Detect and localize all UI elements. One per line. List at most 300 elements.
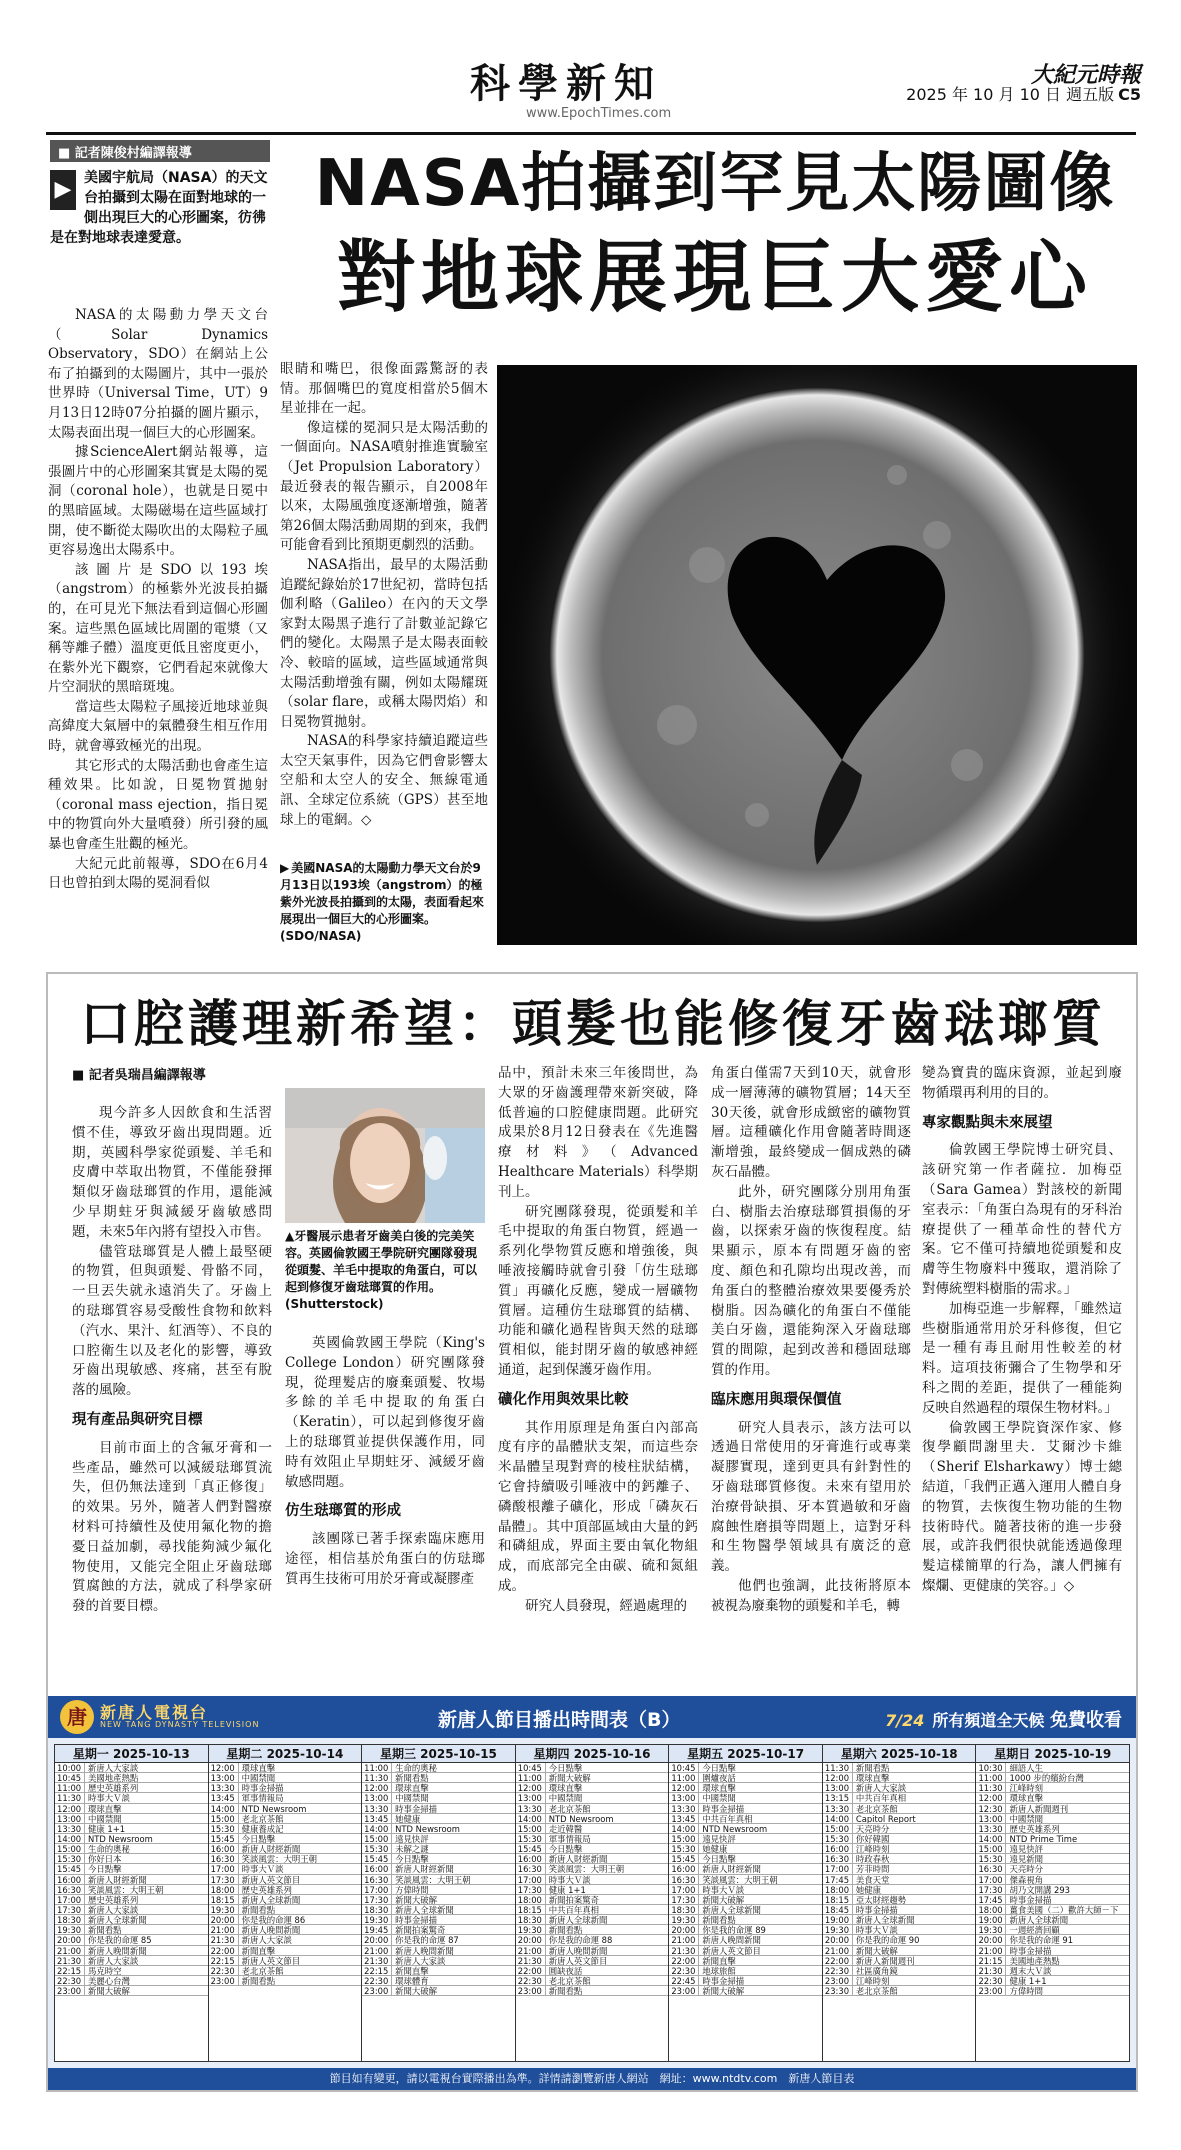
- tv-program-name: 新唐人晚間新聞: [88, 1945, 147, 1955]
- tv-program-name: 新唐人晚間新聞: [395, 1945, 454, 1955]
- paragraph: 英國倫敦國王學院（King's College London）研究團隊發現，從理髮店的廢棄頭髮、牧場多餘的羊毛中提取的角蛋白（Keratin），可以起到修復牙齒上的琺瑯質並提供保護作用，同時有效阻止早期蛀牙、減緩牙齒敏感問題。: [285, 1335, 485, 1490]
- tv-program-time: 19:45: [362, 1925, 392, 1934]
- tv-program-name: 你是我的命運 91: [1009, 1935, 1074, 1945]
- tv-promo: [885, 1706, 1122, 1732]
- tv-program-row: [516, 1905, 669, 1915]
- tv-program-name: 歷史英雄系列: [1009, 1823, 1060, 1833]
- paragraph: 研究人員表示，該方法可以透過日常使用的牙膏進行或專業凝膠實現，達到更具有針對性的牙齒琺瑯質修復。未來有望用於治療骨缺損、牙本質過敏和牙齒腐蝕性磨損等問題上，這對牙科和生物醫學領域具有廣泛的意義。: [711, 1419, 911, 1575]
- tv-program-time: 10:00: [55, 1763, 85, 1772]
- tv-program-row: [669, 1966, 822, 1976]
- paragraph: 像這樣的冕洞只是太陽活動的一個面向。NASA噴射推進實驗室（Jet Propulsion Laboratory）最近發表的報告顯示，自2008年以來，太陽風強度逐漸增強，隨著第26個太陽活動周期的到來，我們可能會看到比預期更劇烈的活動。: [280, 419, 488, 554]
- tv-program-name: NTD Newsroom: [702, 1823, 768, 1833]
- tv-program-time: 14:00: [823, 1814, 853, 1823]
- paper-name: 大紀元時報: [1030, 62, 1141, 88]
- tv-program-name: 今日點擊: [88, 1864, 122, 1874]
- tv-program-row: [516, 1935, 669, 1945]
- tv-program-time: 22:45: [669, 1976, 699, 1985]
- tv-program-name: 新聞看點: [548, 1986, 583, 1996]
- promo-text: 所有頻道全天候: [932, 1711, 1045, 1730]
- tv-program-row: [669, 1763, 822, 1773]
- tv-program-row: [55, 1814, 208, 1824]
- tv-program-time: 23:00: [55, 1986, 85, 1995]
- tv-program-row: [669, 1895, 822, 1905]
- tv-program-time: 22:00: [209, 1946, 239, 1955]
- tv-program-time: 16:00: [823, 1844, 853, 1853]
- tv-program-name: NTD Newsroom: [88, 1833, 153, 1844]
- tv-program-row: [516, 1966, 669, 1976]
- tv-program-time: 18:15: [516, 1905, 546, 1914]
- tv-program-name: 新唐人全球新聞: [548, 1915, 608, 1925]
- tv-program-name: 新唐人財經新聞: [395, 1864, 454, 1874]
- tv-program-name: 今日點擊: [241, 1833, 276, 1844]
- tv-program-name: 新聞大破解: [855, 1945, 898, 1955]
- tv-program-time: 16:30: [516, 1864, 546, 1873]
- tv-program-row: [976, 1854, 1129, 1864]
- tv-program-row: [362, 1905, 515, 1915]
- tv-program-time: 17:00: [976, 1875, 1006, 1884]
- tv-program-time: 19:30: [669, 1915, 699, 1924]
- paragraph: 眼睛和嘴巴，很像面露驚訝的表情。那個嘴巴的寬度相當於5個木星並排在一起。: [280, 361, 488, 417]
- tv-schedule-grid: [54, 1744, 1130, 2062]
- tv-program-row: [823, 1986, 976, 1996]
- tv-program-name: 新聞大破解: [702, 1894, 745, 1904]
- tv-program-time: 15:45: [55, 1864, 85, 1873]
- tv-program-time: 19:00: [823, 1915, 853, 1924]
- tv-program-name: 新唐人全球新聞: [855, 1915, 915, 1925]
- tv-program-name: 胡乃文開講 293: [1009, 1884, 1070, 1894]
- tv-program-row: [209, 1925, 362, 1935]
- tv-program-time: 14:00: [209, 1804, 239, 1813]
- tv-program-row: [209, 1976, 362, 1986]
- tv-program-name: 新聞看點: [241, 1904, 276, 1915]
- tv-program-time: 18:30: [55, 1915, 85, 1924]
- tv-program-row: [976, 1875, 1129, 1885]
- tv-program-row: [823, 1773, 976, 1783]
- tv-program-name: Capitol Report: [855, 1813, 916, 1823]
- tv-program-time: 18:15: [823, 1895, 853, 1904]
- tv-program-name: 新唐人全球新聞: [1009, 1915, 1069, 1925]
- tv-program-time: 16:00: [209, 1844, 239, 1853]
- tv-program-row: [823, 1925, 976, 1935]
- tv-program-time: 19:30: [976, 1925, 1006, 1934]
- tv-program-time: 18:00: [209, 1885, 239, 1894]
- tv-program-row: [823, 1814, 976, 1824]
- tv-program-row: [823, 1976, 976, 1986]
- tv-program-time: 13:15: [823, 1793, 853, 1802]
- tv-day-column: [362, 1745, 516, 2061]
- tv-program-name: 新唐人大家談: [88, 1763, 139, 1773]
- page-number: C5: [1118, 85, 1141, 104]
- tv-program-row: [976, 1986, 1129, 1996]
- tv-program-time: 19:00: [976, 1915, 1006, 1924]
- article1-column-2: [280, 360, 488, 840]
- tv-program-row: [55, 1915, 208, 1925]
- tv-program-row: [209, 1966, 362, 1976]
- tv-program-time: 23:00: [976, 1986, 1006, 1995]
- tv-program-row: [669, 1844, 822, 1854]
- tv-program-name: 時事金掃描: [241, 1783, 284, 1793]
- tv-program-row: [55, 1844, 208, 1854]
- tv-program-row: [362, 1976, 515, 1986]
- tv-day-header: 星期二 2025-10-14: [209, 1745, 362, 1763]
- tv-program-time: 15:00: [55, 1844, 85, 1853]
- tv-program-time: 11:00: [362, 1763, 392, 1772]
- tv-program-row: [669, 1956, 822, 1966]
- tv-program-row: [976, 1814, 1129, 1824]
- tv-program-row: [976, 1966, 1129, 1976]
- tv-program-name: 方偉時間: [395, 1884, 429, 1894]
- tv-program-time: 13:00: [976, 1814, 1006, 1823]
- tv-program-name: 美麗心台灣: [88, 1975, 130, 1986]
- tv-program-time: 17:00: [516, 1875, 546, 1884]
- tv-program-name: 生命的奧秘: [88, 1844, 130, 1854]
- tv-program-row: [823, 1834, 976, 1844]
- tv-program-time: 11:00: [669, 1773, 699, 1782]
- tv-program-row: [669, 1875, 822, 1885]
- tv-program-row: [362, 1946, 515, 1956]
- tv-program-name: 新聞大破解: [702, 1986, 745, 1996]
- tv-program-time: 19:30: [55, 1925, 85, 1934]
- tv-program-name: 傑森視角: [1009, 1874, 1043, 1884]
- tv-program-name: 今日點擊: [395, 1854, 429, 1864]
- tv-program-row: [823, 1783, 976, 1793]
- tv-program-time: 13:45: [669, 1814, 699, 1823]
- tv-program-row: [516, 1783, 669, 1793]
- tv-program-name: 時事大Ｖ談: [702, 1884, 745, 1894]
- tv-program-name: 未解之謎: [395, 1844, 429, 1854]
- tv-program-time: 12:00: [362, 1783, 392, 1792]
- tv-program-time: 18:45: [823, 1905, 853, 1914]
- tv-program-row: [55, 1875, 208, 1885]
- tv-program-name: 芳菲時間: [855, 1864, 890, 1874]
- tv-program-time: 13:00: [516, 1793, 546, 1802]
- tv-program-name: 新聞看點: [548, 1925, 583, 1935]
- tv-program-name: 新唐人大家談: [395, 1955, 446, 1965]
- tv-program-row: [362, 1986, 515, 1996]
- tv-day-column: [823, 1745, 977, 2061]
- tv-program-row: [516, 1875, 669, 1885]
- tv-program-time: 16:30: [209, 1854, 239, 1863]
- tv-program-row: [823, 1875, 976, 1885]
- tv-program-name: 健康養成記: [241, 1823, 284, 1833]
- paragraph: 變為寶貴的臨床資源，並起到廢物循環再利用的目的。: [922, 1065, 1122, 1101]
- tv-program-name: 細語人生: [1009, 1763, 1043, 1773]
- tv-program-name: 時事大Ｖ談: [548, 1874, 591, 1884]
- tv-program-row: [209, 1864, 362, 1874]
- tv-program-name: 健康 1+1: [88, 1823, 126, 1833]
- tv-schedule-header: [48, 1696, 1136, 1738]
- tv-program-row: [669, 1793, 822, 1803]
- tv-program-row: [362, 1895, 515, 1905]
- tv-program-time: 11:30: [55, 1793, 85, 1802]
- tv-program-time: 21:00: [209, 1925, 239, 1934]
- tv-program-row: [362, 1966, 515, 1976]
- tv-program-row: [55, 1773, 208, 1783]
- tv-program-time: 16:00: [516, 1854, 546, 1863]
- tv-program-row: [362, 1925, 515, 1935]
- tv-program-time: 15:30: [669, 1844, 699, 1853]
- tv-program-time: 23:00: [669, 1986, 699, 1995]
- tv-program-name: 軍事情報局: [241, 1793, 284, 1803]
- tv-program-row: [55, 1824, 208, 1834]
- tv-program-time: 15:30: [823, 1834, 853, 1843]
- subheading: 仿生琺瑯質的形成: [285, 1503, 401, 1520]
- tv-program-row: [55, 1976, 208, 1986]
- tv-program-time: 23:00: [209, 1976, 239, 1985]
- tv-program-name: 時事金掃描: [855, 1904, 898, 1915]
- tv-program-name: 新聞看點: [855, 1763, 890, 1773]
- tv-program-name: 時事金掃描: [1009, 1945, 1052, 1955]
- tv-program-name: 生命的奧秘: [395, 1763, 438, 1773]
- article2-column-2: [285, 1334, 485, 1674]
- tv-program-name: 天亮時分: [1009, 1864, 1043, 1874]
- tv-program-row: [55, 1793, 208, 1803]
- tv-program-row: [209, 1844, 362, 1854]
- tv-program-row: [209, 1793, 362, 1803]
- tv-program-row: [362, 1854, 515, 1864]
- tv-program-time: 22:00: [516, 1966, 546, 1975]
- page-header: [0, 0, 1181, 130]
- tv-program-row: [362, 1935, 515, 1945]
- paragraph: 儘管琺瑯質是人體上最堅硬的物質，但與頭髮、骨骼不同，一旦丟失就永遠消失了。牙齒上的琺瑯質容易受酸性食物和飲料（汽水、果汁、紅酒等）、不良的口腔衛生以及老化的影響，導致牙齒出現敏感、疼痛，甚至有脫落的風險。: [72, 1243, 272, 1399]
- tv-day-column: [976, 1745, 1129, 2061]
- tv-program-name: 美國地產熱點: [1009, 1955, 1060, 1965]
- tv-program-time: 16:30: [362, 1875, 392, 1884]
- tv-program-time: 13:00: [55, 1814, 85, 1823]
- tv-program-time: 16:00: [669, 1864, 699, 1873]
- tv-program-row: [362, 1875, 515, 1885]
- tv-program-name: 江峰時刻: [855, 1844, 890, 1854]
- tv-program-row: [209, 1895, 362, 1905]
- tv-program-time: 21:00: [55, 1946, 85, 1955]
- tv-schedule: [48, 1696, 1136, 2090]
- tv-program-row: [516, 1793, 669, 1803]
- tv-program-name: 遠見快評: [702, 1833, 736, 1844]
- tv-program-name: 新唐人晚間新聞: [548, 1945, 608, 1955]
- tv-program-name: 江峰時刻: [1009, 1783, 1043, 1793]
- tv-program-time: 15:30: [516, 1834, 546, 1843]
- tv-program-name: 馬克時空: [88, 1965, 122, 1975]
- tv-program-name: 老北京茶館: [548, 1803, 591, 1813]
- tv-program-name: 新唐人全球新聞: [88, 1915, 147, 1925]
- tv-program-name: 環球直擊: [88, 1803, 122, 1813]
- tv-program-name: 她健康: [395, 1813, 421, 1823]
- tv-program-time: 20:00: [362, 1935, 392, 1944]
- tv-program-name: 新聞直擊: [241, 1945, 276, 1955]
- tv-program-row: [209, 1885, 362, 1895]
- tv-program-row: [516, 1885, 669, 1895]
- date-line: [906, 82, 1141, 105]
- tv-program-row: [976, 1885, 1129, 1895]
- tv-day-column: [516, 1745, 670, 2061]
- promo-date: 7/24: [885, 1711, 925, 1730]
- tv-program-row: [823, 1885, 976, 1895]
- promo-free: 免費收看: [1050, 1710, 1122, 1731]
- tv-program-name: 環球直擊: [241, 1763, 276, 1773]
- tv-program-time: 12:00: [209, 1763, 239, 1772]
- tv-program-time: 21:00: [976, 1946, 1006, 1955]
- tv-program-name: 新唐人英文節目: [241, 1955, 301, 1965]
- tv-program-time: 12:00: [516, 1783, 546, 1792]
- tv-program-time: 15:00: [976, 1844, 1006, 1853]
- tv-program-time: 13:45: [362, 1814, 392, 1823]
- tv-program-name: 新唐人財經新聞: [702, 1864, 761, 1874]
- paragraph: 大紀元此前報導，SDO在6月4日也曾拍到太陽的冕洞看似: [48, 855, 268, 892]
- article1-headline-line1: NASA拍攝到罕見太陽圖像: [314, 147, 1116, 221]
- tv-program-name: 新聞直擊: [395, 1965, 429, 1975]
- tv-program-name: 今日點擊: [548, 1763, 583, 1773]
- tv-program-row: [209, 1804, 362, 1814]
- tv-program-time: 15:45: [669, 1854, 699, 1863]
- tv-program-name: NTD Newsroom: [395, 1823, 460, 1833]
- sun-caption-text: 美國NASA的太陽動力學天文台於9月13日以193埃（angstrom）的極紫外光波長拍攝到的太陽，表面看起來展現出一個巨大的心形圖案。(SDO/NASA): [280, 861, 485, 943]
- tv-program-time: 19:30: [209, 1905, 239, 1914]
- tv-program-row: [209, 1783, 362, 1793]
- tv-program-row: [823, 1895, 976, 1905]
- tv-program-time: 20:00: [209, 1915, 239, 1924]
- tv-program-name: 新唐人財經新聞: [241, 1844, 301, 1854]
- tv-program-name: NTD Newsroom: [241, 1803, 307, 1813]
- tv-program-row: [362, 1915, 515, 1925]
- paragraph: 當這些太陽粒子風接近地球並與高緯度大氣層中的氣體發生相互作用時，就會導致極光的出現。: [48, 698, 268, 755]
- paragraph: 他們也強調，此技術將原本被視為廢棄物的頭髮和羊毛，轉: [711, 1577, 911, 1614]
- tv-program-time: 22:30: [209, 1966, 239, 1975]
- tv-program-row: [976, 1935, 1129, 1945]
- tv-program-name: 新聞看點: [241, 1975, 276, 1986]
- tv-program-row: [823, 1935, 976, 1945]
- tv-program-time: 13:30: [362, 1804, 392, 1813]
- ntd-logo-icon: 唐: [60, 1700, 94, 1734]
- tv-program-time: 16:30: [55, 1885, 85, 1894]
- tv-program-row: [516, 1895, 669, 1905]
- tv-program-time: 22:30: [55, 1976, 85, 1985]
- tv-program-time: 21:15: [976, 1956, 1006, 1965]
- tv-program-name: 老北京茶館: [241, 1965, 284, 1975]
- tv-program-row: [669, 1946, 822, 1956]
- tv-program-time: 17:00: [823, 1864, 853, 1873]
- tv-program-name: 新唐人晚間新聞: [702, 1935, 761, 1945]
- tv-program-row: [362, 1824, 515, 1834]
- tv-program-time: 15:30: [362, 1844, 392, 1853]
- tv-program-name: 圓缺夜話: [548, 1965, 583, 1975]
- tv-program-time: 21:30: [669, 1946, 699, 1955]
- tv-program-time: 13:00: [823, 1783, 853, 1792]
- tv-program-row: [55, 1986, 208, 1996]
- tv-program-time: 14:00: [55, 1834, 85, 1843]
- tv-program-name: 走近韓醫: [548, 1823, 583, 1833]
- tv-program-row: [362, 1844, 515, 1854]
- tv-program-time: 17:00: [669, 1885, 699, 1894]
- tv-program-row: [209, 1854, 362, 1864]
- subheading: 專家觀點與未來展望: [922, 1114, 1053, 1131]
- tv-program-row: [55, 1864, 208, 1874]
- tv-schedule-body: [48, 1738, 1136, 2068]
- article2-column-5: [922, 1064, 1122, 1674]
- tv-program-row: [209, 1814, 362, 1824]
- tv-program-row: [362, 1834, 515, 1844]
- tv-program-time: 17:45: [823, 1875, 853, 1884]
- tv-program-row: [976, 1946, 1129, 1956]
- tv-program-name: 社區廣角鏡: [855, 1965, 898, 1975]
- tv-program-name: 地球旅館: [702, 1965, 736, 1975]
- tv-program-name: 時事金掃描: [1009, 1894, 1052, 1904]
- tv-program-name: 薑食美國（二）歡許大師－下: [1009, 1904, 1119, 1915]
- tv-program-row: [55, 1885, 208, 1895]
- tv-program-row: [976, 1905, 1129, 1915]
- tv-program-row: [669, 1885, 822, 1895]
- subheading: 臨床應用與環保價值: [711, 1391, 842, 1408]
- tv-program-row: [55, 1783, 208, 1793]
- tv-program-name: 天亮時分: [855, 1823, 890, 1833]
- tv-program-row: [669, 1915, 822, 1925]
- tv-program-name: 新聞大破解: [88, 1986, 130, 1996]
- tv-program-row: [516, 1956, 669, 1966]
- paragraph: 該圖片是SDO以193埃（angstrom）的極紫外光波長拍攝的，在可見光下無法看到這個心形圖案。這些黑色區域比周圍的電漿（又稱等離子體）溫度更低且密度更小，在紫外光下觀察，它們看起來就像大片空洞狀的黑暗斑塊。: [48, 561, 268, 696]
- tv-program-time: 14:00: [516, 1814, 546, 1823]
- tv-program-row: [823, 1905, 976, 1915]
- tv-program-name: 歷史英雄系列: [241, 1884, 292, 1894]
- tv-program-row: [362, 1864, 515, 1874]
- tv-program-time: 17:30: [669, 1895, 699, 1904]
- tv-program-row: [209, 1875, 362, 1885]
- tv-program-name: 時事金掃描: [395, 1803, 438, 1813]
- tv-program-name: 環球直擊: [702, 1783, 736, 1793]
- tv-program-row: [516, 1763, 669, 1773]
- tv-program-time: 16:00: [362, 1864, 392, 1873]
- tv-program-time: 20:00: [976, 1935, 1006, 1944]
- dentist-smile-photo: [285, 1088, 485, 1223]
- paragraph: NASA指出，最早的太陽活動追蹤紀錄始於17世紀初，當時包括伽利略（Galileo）在內的天文學家對太陽黑子進行了計數並記錄它們的變化。太陽黑子是太陽表面較冷、較暗的區域，這些區域通常與太陽活動增強有關，例如太陽耀斑（solar flare，或稱太陽閃焰）和日冕物質拋射。: [280, 556, 488, 730]
- tv-program-time: 23:00: [362, 1986, 392, 1995]
- tv-program-row: [976, 1956, 1129, 1966]
- tv-program-time: 15:45: [516, 1844, 546, 1853]
- site-url[interactable]: www.EpochTimes.com: [526, 106, 672, 121]
- tv-program-name: 遠見快評: [1009, 1844, 1043, 1854]
- tv-program-row: [209, 1834, 362, 1844]
- tv-program-time: 13:00: [669, 1793, 699, 1802]
- tv-program-name: 時事金掃描: [702, 1975, 745, 1986]
- tv-program-name: 健康 1+1: [548, 1884, 586, 1894]
- tv-program-row: [516, 1773, 669, 1783]
- tv-program-row: [669, 1804, 822, 1814]
- header-rule: [46, 132, 1136, 135]
- tv-program-name: 遠見新聞: [1009, 1854, 1043, 1864]
- tv-program-row: [362, 1773, 515, 1783]
- tv-program-name: 環球直擊: [855, 1773, 890, 1783]
- tv-program-name: 她健康: [702, 1844, 728, 1854]
- tv-program-row: [209, 1946, 362, 1956]
- tv-program-time: 22:30: [823, 1966, 853, 1975]
- tv-day-header: 星期六 2025-10-18: [823, 1745, 976, 1763]
- paragraph: 現今許多人因飲食和生活習慣不佳，導致牙齒出現問題。近期，英國科學家從頭髮、羊毛和皮膚中萃取出物質，不僅能發揮類似牙齒琺瑯質的作用，還能減少早期蛀牙與減緩牙齒敏感問題，未來5年內將有望投入市售。: [72, 1105, 272, 1240]
- tv-program-time: 18:15: [209, 1895, 239, 1904]
- tv-program-time: 10:45: [55, 1773, 85, 1782]
- tv-program-time: 15:00: [516, 1824, 546, 1833]
- tv-program-row: [516, 1976, 669, 1986]
- tv-program-name: 今日點擊: [548, 1844, 583, 1854]
- tv-program-row: [669, 1864, 822, 1874]
- tv-program-row: [362, 1793, 515, 1803]
- tv-program-name: 你是我的命運 89: [702, 1925, 766, 1935]
- paragraph: 品中，預計未來三年後問世，為大眾的牙齒護理帶來新突破，降低普遍的口腔健康問題。此研究成果於8月12日發表在《先進醫療材料》（Advanced Healthcare Materials）科學期刊上。: [498, 1065, 698, 1200]
- tv-program-name: 你好日本: [88, 1854, 122, 1864]
- tv-program-time: 22:30: [976, 1976, 1006, 1985]
- tv-program-name: 今日點擊: [702, 1763, 736, 1773]
- tv-program-name: 新唐人英文節目: [548, 1955, 608, 1965]
- paragraph: NASA的科學家持續追蹤這些太空天氣事件，因為它們會影響太空船和太空人的安全、無線電通訊、全球定位系統（GPS）甚至地球上的電網。◇: [280, 733, 488, 828]
- paragraph: 研究團隊發現，從頭髮和羊毛中提取的角蛋白物質，經過一系列化學物質反應和增強後，與唾液接觸時就會引發「仿生琺瑯質」再礦化反應，變成一層礦物質層。這種仿生琺瑯質的結構、功能和礦化過程皆與天然的琺瑯質相似，能封閉牙齒的敏感神經通道，起到保護牙齒作用。: [498, 1203, 698, 1378]
- tv-program-name: 江峰時刻: [855, 1975, 890, 1986]
